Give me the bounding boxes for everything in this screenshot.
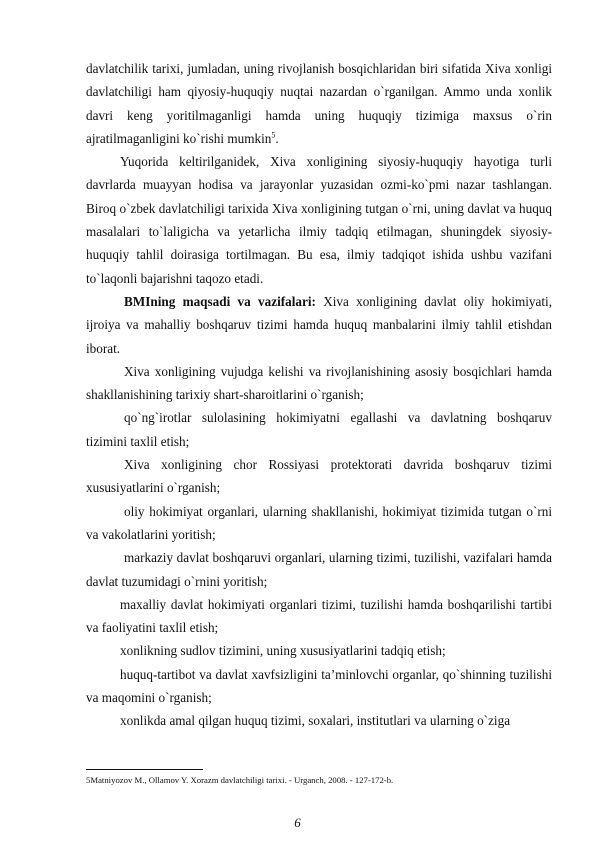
body-text — [86, 57, 552, 733]
task-item: xonlikning sudlov tizimini, uning xususiyatlarini tadqiq etish; — [120, 643, 446, 659]
task-item: Xiva xonligining vujudga kelishi va rivojlanishining asosiy bosqichlari hamda shakllanishining tarixiy shart-sharoitlarini o`rganish; — [86, 363, 552, 403]
paragraph-1: davlatchilik tarixi, jumladan, uning rivojlanish bosqichlaridan biri sifatida Xiva xonligi davlatchiligi ham qiyosiy-huquqiy nuqtai nazardan o`rganilgan. Ammo unda xonlik davri keng yoritilmaganligi hamda uning huquqiy tizimiga maxsus o`rin ajratilmaganligini ko`rishi mumkin$^5$. — [86, 61, 552, 146]
paragraph-2: Yuqorida keltirilganidek, Xiva xonligining siyosiy-huquqiy hayotiga turli davrlarda muayyan hodisa va jarayonlar yuzasidan ozmi-ko`pmi nazar tashlangan. Biroq o`zbek davlatchiligi tarixida Xiva xonligining tutgan o`rni, uning davlat va huquq masalalari to`laligicha va yetarlicha ilmiy tadqiq etilmagan, shuningdek siyosiy-huquqiy tahlil doirasiga tortilmagan. Bu esa, ilmiy tadqiqot ishida ushbu vazifani to`laqonli bajarishni taqozo etadi. — [86, 154, 552, 286]
footnote: 5Matniyozov M., Ollamov Y. Xorazm davlatchiligi tarixi. - Urganch, 2008. - 127-172-b. — [86, 775, 394, 785]
footnote-ref[interactable]: 5 — [271, 130, 276, 140]
goals-heading: BMIning maqsadi va vazifalari: — [124, 293, 316, 309]
page-number: 6 — [294, 815, 301, 830]
task-item: qo`ng`irotlar sulolasining hokimiyatni egallashi va davlatning boshqaruv tizimini taxlil etish; — [86, 410, 552, 449]
task-item: xonlikda amal qilgan huquq tizimi, soxalari, institutlari va ularning o`ziga — [120, 713, 511, 729]
task-item: oliy hokimiyat organlari, ularning shakllanishi, hokimiyat tizimida tutgan o`rni va vakolatlarini yoritish; — [86, 503, 552, 542]
task-item: maxalliy davlat hokimiyati organlari tizimi, tuzilishi hamda boshqarilishi tartibi va faoliyatini taxlil etish; — [86, 596, 552, 636]
task-item: Xiva xonligining chor Rossiyasi protektorati davrida boshqaruv tizimi xususiyatlarini o`rganish; — [86, 457, 552, 496]
footnote-divider — [86, 769, 203, 770]
task-item: markaziy davlat boshqaruvi organlari, ularning tizimi, tuzilishi, vazifalari hamda davlat tuzumidagi o`rnini yoritish; — [86, 550, 552, 589]
task-item: huquq-tartibot va davlat xavfsizligini ta’minlovchi organlar, qo`shinning tuzilishi va maqomini o`rganish; — [86, 666, 552, 706]
paragraph-goals: BMIning maqsadi va vazifalari: Xiva xonligining davlat oliy hokimiyati, ijroiya va mahalliy boshqaruv tizimi hamda huquq manbalarini ilmiy tahlil etishdan iborat. — [86, 293, 553, 356]
